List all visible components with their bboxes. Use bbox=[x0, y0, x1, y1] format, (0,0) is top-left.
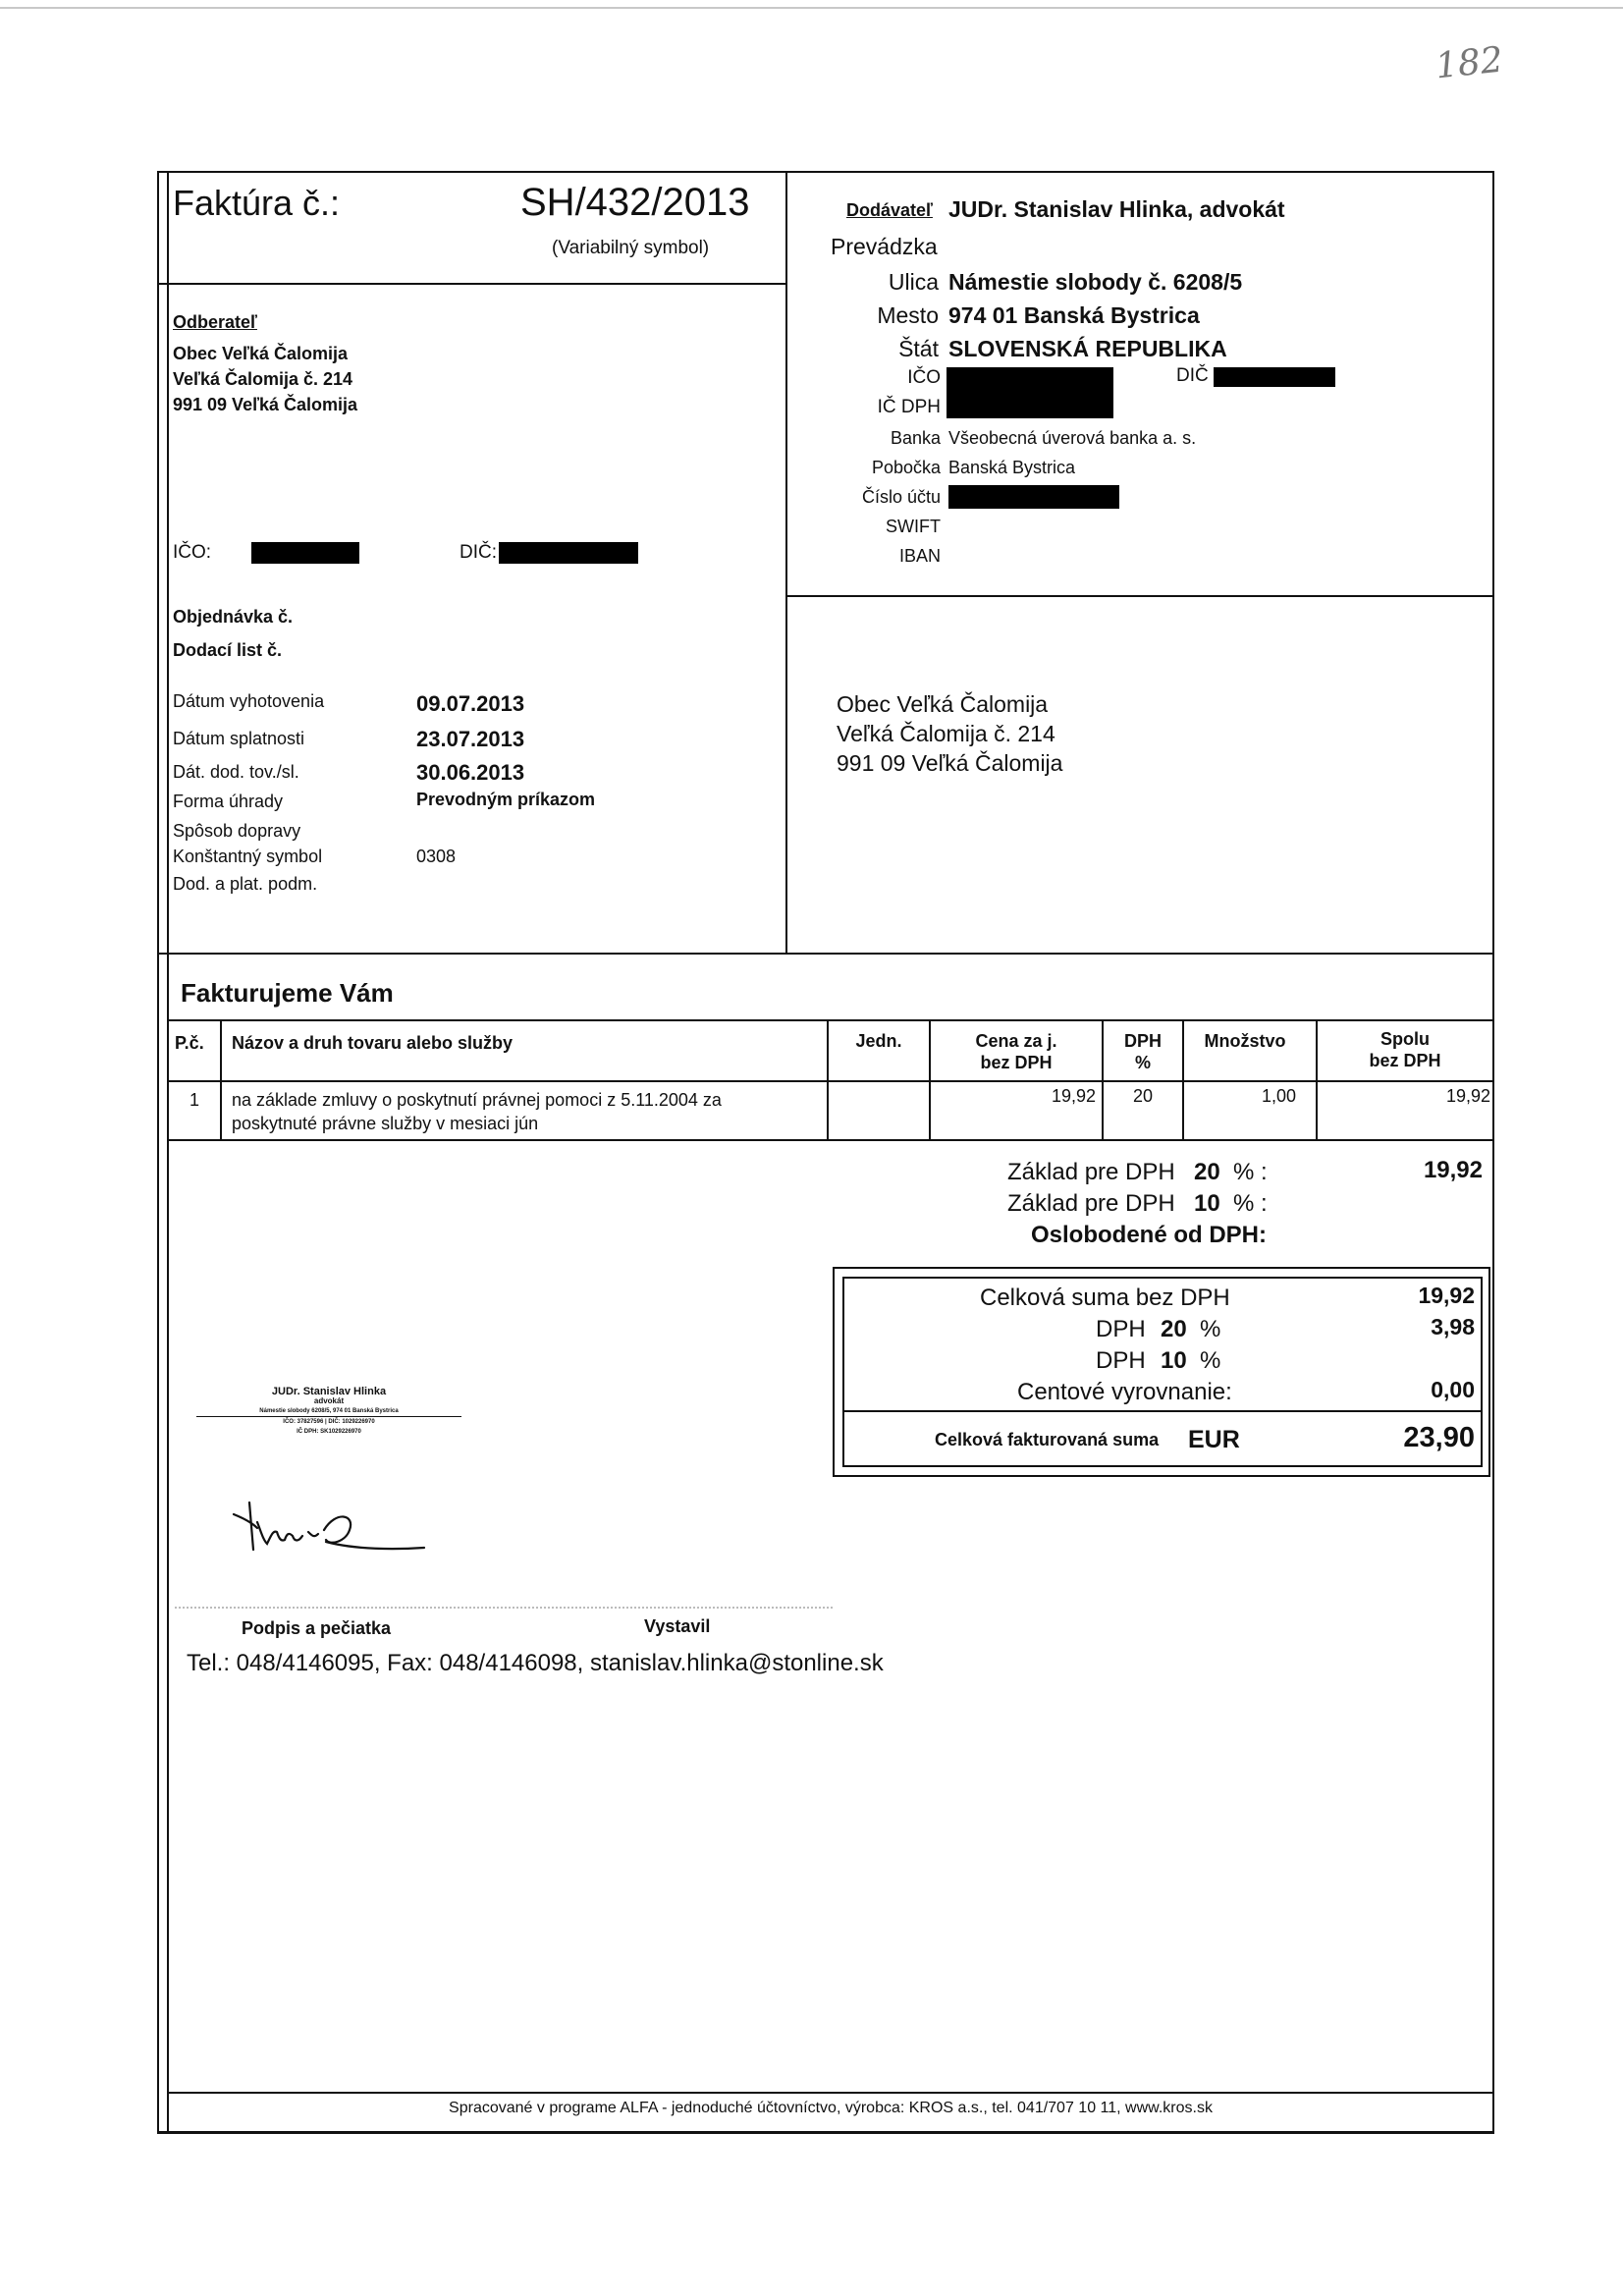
signature-dotted-line bbox=[175, 1607, 833, 1609]
supplier-street: Námestie slobody č. 6208/5 bbox=[948, 269, 1243, 295]
buyer-dic-label: DIČ: bbox=[460, 542, 497, 563]
vat-base-20-pct: % : bbox=[1233, 1159, 1268, 1185]
supplier-bank-label: Banka bbox=[890, 428, 941, 448]
supplier-ico-redaction bbox=[947, 367, 1113, 418]
signature bbox=[228, 1493, 434, 1571]
constant-symbol-value: 0308 bbox=[416, 847, 457, 866]
buyer-street: Veľká Čalomija č. 214 bbox=[173, 369, 353, 389]
stamp-line3: Námestie slobody 6208/5, 974 01 Banská Bystrica bbox=[196, 1406, 461, 1417]
col-total-1: Spolu bbox=[1380, 1029, 1430, 1049]
col-qty: Množstvo bbox=[1204, 1031, 1286, 1051]
transport-label: Spôsob dopravy bbox=[173, 821, 301, 841]
page-note: 182 bbox=[1434, 39, 1505, 87]
date-delivery-value: 30.06.2013 bbox=[416, 760, 525, 785]
issued-by-label: Vystavil bbox=[644, 1616, 711, 1636]
items-heading: Fakturujeme Vám bbox=[181, 978, 394, 1008]
scan-edge bbox=[0, 7, 1623, 9]
row-name-line2: poskytnuté právne služby v mesiaci jún bbox=[232, 1114, 539, 1133]
stamp-line2: advokát bbox=[313, 1396, 345, 1405]
supplier-account-redaction bbox=[948, 485, 1119, 509]
vat-exempt-label: Oslobodené od DPH: bbox=[1031, 1222, 1267, 1248]
vat-base-20-value: 19,92 bbox=[1423, 1157, 1483, 1183]
vat10-pct: % bbox=[1200, 1347, 1221, 1374]
supplier-dic-redaction bbox=[1214, 367, 1335, 387]
row-total: 19,92 bbox=[1445, 1086, 1490, 1106]
row-no: 1 bbox=[189, 1090, 199, 1110]
buyer-heading: Odberateľ bbox=[173, 312, 257, 332]
col-name: Názov a druh tovaru alebo služby bbox=[232, 1033, 514, 1053]
delivery-note-label: Dodací list č. bbox=[173, 640, 283, 660]
grand-total-label: Celková fakturovaná suma bbox=[935, 1430, 1160, 1449]
row-qty: 1,00 bbox=[1261, 1086, 1296, 1106]
invoice-number: SH/432/2013 bbox=[520, 181, 750, 224]
order-label: Objednávka č. bbox=[173, 607, 294, 627]
col-price-2: bez DPH bbox=[980, 1053, 1053, 1072]
variable-symbol-note: (Variabilný symbol) bbox=[552, 238, 710, 258]
buyer-city: 991 09 Veľká Čalomija bbox=[173, 395, 358, 414]
buyer-name: Obec Veľká Čalomija bbox=[173, 344, 349, 363]
contact-line: Tel.: 048/4146095, Fax: 048/4146098, stanislav.hlinka@stonline.sk bbox=[187, 1650, 884, 1676]
vat-base-10-label: Základ pre DPH bbox=[1007, 1190, 1175, 1217]
supplier-branch: Banská Bystrica bbox=[948, 458, 1076, 477]
col-vat-1: DPH bbox=[1123, 1031, 1162, 1051]
supplier-country-label: Štát bbox=[898, 336, 939, 361]
supplier-dic-label: DIČ bbox=[1176, 365, 1209, 386]
supplier-city: 974 01 Banská Bystrica bbox=[948, 302, 1200, 328]
stamp-line5: IČ DPH: SK1029226970 bbox=[297, 1429, 361, 1435]
rounding-value: 0,00 bbox=[1431, 1377, 1475, 1402]
total-net-label: Celková suma bez DPH bbox=[980, 1285, 1230, 1311]
payment-form-value: Prevodným príkazom bbox=[416, 790, 596, 809]
grand-total-value: 23,90 bbox=[1403, 1422, 1475, 1453]
vat20-pct: % bbox=[1200, 1316, 1221, 1342]
col-price-1: Cena za j. bbox=[975, 1031, 1057, 1051]
invoice-title: Faktúra č.: bbox=[173, 183, 341, 223]
supplier-account-label: Číslo účtu bbox=[861, 487, 941, 507]
payment-form-label: Forma úhrady bbox=[173, 792, 284, 811]
terms-label: Dod. a plat. podm. bbox=[173, 874, 318, 894]
supplier-name: JUDr. Stanislav Hlinka, advokát bbox=[948, 196, 1285, 222]
row-name-line1: na základe zmluvy o poskytnutí právnej pomoci z 5.11.2004 za bbox=[232, 1090, 722, 1110]
software-note: Spracované v programe ALFA - jednoduché účtovníctvo, výrobca: KROS a.s., tel. 041/707 10 11, www.kros.sk bbox=[449, 2100, 1213, 2116]
row-vat: 20 bbox=[1132, 1086, 1154, 1106]
vat10-rate: 10 bbox=[1161, 1347, 1187, 1374]
buyer-dic-redaction bbox=[499, 542, 638, 564]
rounding-label: Centové vyrovnanie: bbox=[1017, 1379, 1232, 1405]
supplier-ico-label: IČO bbox=[907, 367, 941, 388]
supplier-bank: Všeobecná úverová banka a. s. bbox=[948, 428, 1197, 448]
vat-base-10-rate: 10 bbox=[1194, 1190, 1220, 1217]
supplier-country: SLOVENSKÁ REPUBLIKA bbox=[948, 336, 1227, 361]
grand-total-currency: EUR bbox=[1188, 1426, 1240, 1453]
buyer-ico-label: IČO: bbox=[173, 542, 212, 563]
supplier-iban-label: IBAN bbox=[898, 546, 941, 566]
company-stamp bbox=[196, 1387, 461, 1437]
buyer-ico-redaction bbox=[251, 542, 359, 564]
recipient-line1: Obec Veľká Čalomija bbox=[837, 691, 1049, 717]
date-due-value: 23.07.2013 bbox=[416, 727, 525, 751]
supplier-city-label: Mesto bbox=[877, 302, 939, 328]
supplier-street-label: Ulica bbox=[888, 269, 939, 295]
col-unit: Jedn. bbox=[855, 1031, 902, 1051]
stamp-line4: IČO: 37827596 | DIČ: 1029226970 bbox=[283, 1419, 375, 1425]
recipient-line2: Veľká Čalomija č. 214 bbox=[837, 721, 1055, 746]
vat20-value: 3,98 bbox=[1431, 1314, 1475, 1339]
vat-base-20-label: Základ pre DPH bbox=[1007, 1159, 1175, 1185]
total-net-value: 19,92 bbox=[1418, 1283, 1475, 1308]
vat-base-20-rate: 20 bbox=[1194, 1159, 1220, 1185]
date-issued-value: 09.07.2013 bbox=[416, 691, 525, 716]
supplier-heading: Dodávateľ bbox=[846, 200, 933, 220]
stamp-line1: JUDr. Stanislav Hlinka bbox=[271, 1386, 387, 1397]
row-price: 19,92 bbox=[1051, 1086, 1096, 1106]
vat10-label: DPH bbox=[1096, 1347, 1146, 1374]
supplier-branch-label: Pobočka bbox=[871, 458, 941, 477]
col-total-2: bez DPH bbox=[1369, 1051, 1441, 1070]
supplier-icdph-label: IČ DPH bbox=[877, 397, 941, 417]
constant-symbol-label: Konštantný symbol bbox=[173, 847, 323, 866]
date-due-label: Dátum splatnosti bbox=[173, 729, 305, 748]
supplier-swift-label: SWIFT bbox=[886, 517, 941, 536]
date-delivery-label: Dát. dod. tov./sl. bbox=[173, 762, 299, 782]
vat20-rate: 20 bbox=[1161, 1316, 1187, 1342]
recipient-line3: 991 09 Veľká Čalomija bbox=[837, 750, 1063, 776]
col-no: P.č. bbox=[175, 1033, 204, 1053]
supplier-premises-label: Prevádzka bbox=[831, 234, 938, 259]
sign-label: Podpis a pečiatka bbox=[242, 1618, 392, 1638]
date-issued-label: Dátum vyhotovenia bbox=[173, 691, 325, 711]
col-vat-2: % bbox=[1134, 1053, 1151, 1072]
vat20-label: DPH bbox=[1096, 1316, 1146, 1342]
vat-base-10-pct: % : bbox=[1233, 1190, 1268, 1217]
